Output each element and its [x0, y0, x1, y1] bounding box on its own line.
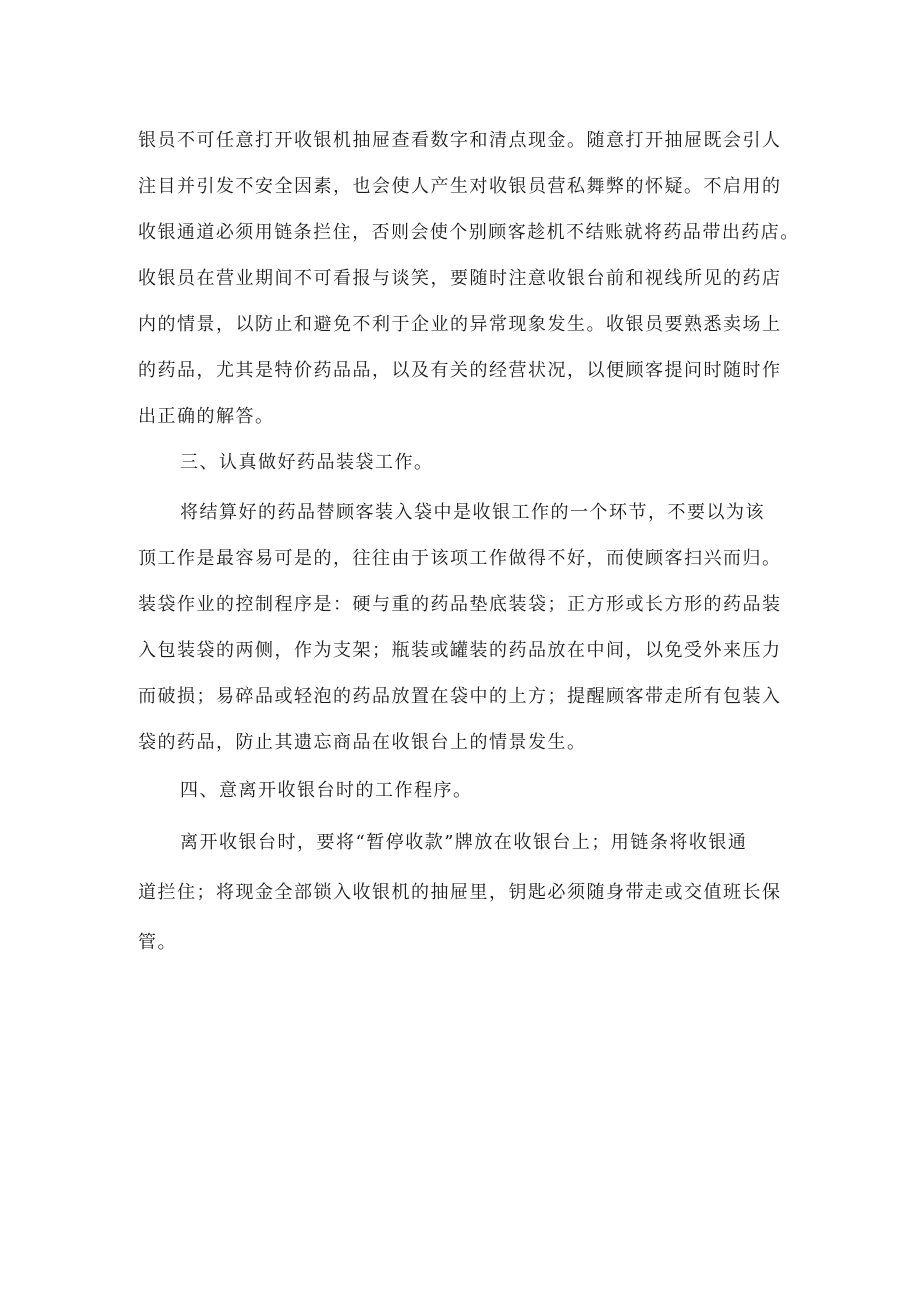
paragraph-line: 装袋作业的控制程序是：硬与重的药品垫底装袋；正方形或长方形的药品装	[138, 594, 782, 615]
paragraph-line: 顶工作是最容易可是的，往往由于该项工作做得不好，而使顾客扫兴而归。	[138, 548, 782, 569]
paragraph-line: 袋的药品，防止其遗忘商品在收银台上的情景发生。	[138, 732, 587, 753]
paragraph-line: 的药品，尤其是特价药品品，以及有关的经营状况，以便顾客提问时随时作	[138, 360, 782, 381]
paragraph-line: 管。	[138, 932, 177, 953]
section-heading: 四、意离开收银台时的工作程序。	[180, 780, 473, 801]
paragraph-line: 内的情景，以防止和避免不利于企业的异常现象发生。收银员要熟悉卖场上	[138, 314, 782, 335]
paragraph-line: 收银通道必须用链条拦住，否则会使个别顾客趁机不结账就将药品带出药店。	[138, 222, 800, 243]
paragraph-line: 而破损；易碎品或轻泡的药品放置在袋中的上方；提醒顾客带走所有包装入	[138, 686, 782, 707]
paragraph-line: 将结算好的药品替顾客装入袋中是收银工作的一个环节，不要以为该	[180, 502, 765, 523]
paragraph-line: 注目并引发不安全因素，也会使人产生对收银员营私舞弊的怀疑。不启用的	[138, 176, 782, 197]
paragraph-line: 道拦住；将现金全部锁入收银机的抽屉里，钥匙必须随身带走或交值班长保	[138, 882, 782, 903]
paragraph-line: 离开收银台时，要将“暂停收款”牌放在收银台上；用链条将收银通	[180, 832, 748, 853]
paragraph-line: 银员不可任意打开收银机抽屉查看数字和清点现金。随意打开抽屉既会引人	[138, 130, 782, 151]
paragraph-line: 收银员在营业期间不可看报与谈笑，要随时注意收银台前和视线所见的药店	[138, 268, 782, 289]
paragraph-line: 入包装袋的两侧，作为支架；瓶装或罐装的药品放在中间，以免受外来压力	[138, 640, 782, 661]
paragraph-line: 出正确的解答。	[138, 406, 275, 427]
section-heading: 三、认真做好药品装袋工作。	[180, 452, 434, 473]
